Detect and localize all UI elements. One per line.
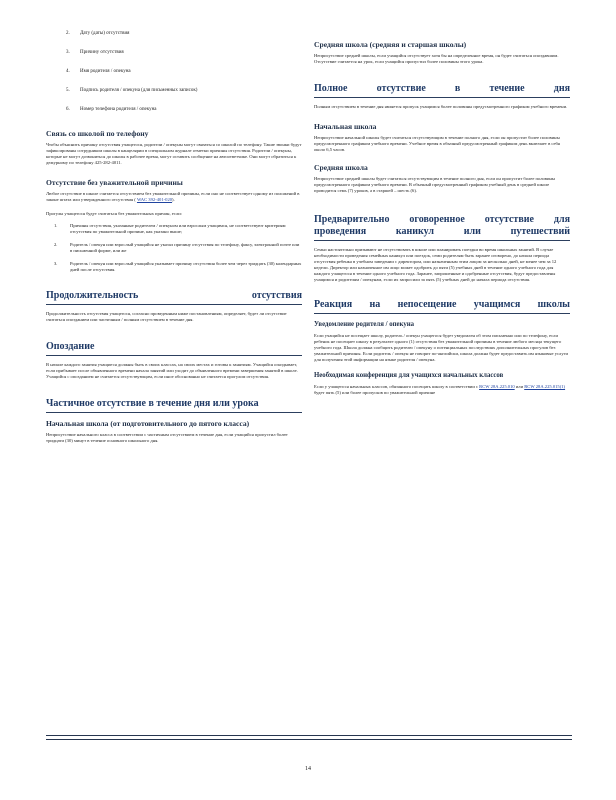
conference-heading: Необходимая конференция для учащихся начальных классов: [314, 372, 504, 379]
partial-sub-heading: Начальная школа (от подготовительного до пятого класса): [46, 419, 250, 428]
rcw-link-1[interactable]: RCW 28A.225.010: [479, 384, 515, 389]
middle-school-text: Неприсутствие средней школы, если учащийся отсутствует хотя бы на определенное время, он будет считаться опоздавшим. Отсутствие считается на урок, если учащийся пропустил более половины этого урока.: [314, 53, 559, 64]
secondary-text: Неприсутствие средней школы будет считаться отсутствующим в течение полного дня, если он пропустит более половины предусмотренного графиком учебного времени. В обычный предусмотренный графиком учебный день в средней школе проводится семь (7) уроков, а в старшей – шесть (6).: [314, 176, 555, 193]
partial-text: Неприсутствие начального класса в соответствии с частичным отсутствием в течение дня, если учащийся пропустил более тридцати (30) минут в течение основного школьного дня.: [46, 432, 288, 443]
partial-heading: Частичное отсутствие в течение дня или урока: [46, 398, 259, 409]
section-divider: [314, 97, 570, 98]
prearranged-heading: Предварительно оговоренное отсутствие для проведения каникул или путешествий: [314, 214, 570, 237]
prearranged-text: Семьи настоятельно призывают не отсутствовать в школе или планировать поездки во время школьных занятий. В случае необходимости проведения семейных каникул или поездок, семи родителям быть заранее оговорено, до начала периода отсутствия ребенка в учебном заведении с директором, или назначенным этим лицом за несколько дней, не менее чем за 12 недели. Директор или назначенное им лицо может одобрить до пяти (5) учебных дней в течение одного учебного года для каждого учащегося в течение одного учебного года. Заранее, запрошенные и одобренные отсутствия, будут предоставлены учащимся и родителям / опекунам, если их запросили за пять (5) учебных дней до начала периода отсутствия.: [314, 247, 557, 282]
unexcused-lead: Прогулы учащегося будут считаться без уважительных причин, если:: [46, 211, 182, 216]
parent-notification-text: Если учащийся не посещает школу, родитель / опекун учащегося будет уведомлен об этом письменно или по телефону, если ребенок не посещает школу в результате одного (1) отсутствия без уважительной причины в течение любого месяца текущего учебного года. Школа должна сообщить родителю / опекуну о потенциальных последствиях дополнительных прогулов без уважительной причины. Если родитель / опекун не говорит по-английски, школа должна будет предоставить им языковые услуги для получения этой информации на языке родителя / опекуна.: [314, 333, 568, 362]
list-item: 2. Родитель / опекун или взрослый учащийся не указал причину отсутствия по телефону, факсу, электронной почте или в письменной форме, или же: [54, 242, 300, 253]
phone-contact-heading: Связь со школой по телефону: [46, 129, 149, 138]
phone-contact-text: Чтобы объяснить причину отсутствия учащегося, родители / опекуны могут связаться со школой по телефону. Такие звонки будут зафиксированы сотрудником школы в канцелярии в специальном журнале отметки причины отсутствия. Родители / опекуны, которые не могут дозвониться до школы в рабочее время, могут оставить сообщение на автоответчике. Они могут обратиться к дежурному по телефону 425-282-4011.: [46, 142, 302, 165]
list-item: 3. Причину отсутствия: [66, 50, 124, 55]
list-item: 4. Имя родителя / опекуна: [66, 69, 131, 74]
response-heading: Реакция на непосещение учащимся школы: [314, 299, 570, 310]
secondary-heading: Средняя школа: [314, 163, 368, 172]
middle-school-heading: Средняя школа (средняя и старшая школы): [314, 40, 467, 49]
conference-text: Если у учащегося начальных классов, обязанного посещать школу в соответствии с RCW 28A.225.010 или RCW 28A.225.015(1) будет пять (5) или более пропусков по уважительной причине: [314, 384, 566, 395]
list-item: 3. Родитель / опекун или взрослый учащийся указывает причину отсутствия более чем через тридцать (30) календарных дней после отсутствия.: [54, 261, 302, 272]
right-column: [314, 40, 570, 396]
list-item: 2. Дату (даты) отсутствия: [66, 31, 130, 36]
page-number: 14: [305, 766, 311, 772]
full-day-heading: Полное отсутствие в течение дня: [314, 83, 570, 94]
tardy-text: В начале каждого занятия учащиеся должны быть в своих классах, на своих местах и готовы к занятиям. Учащийся опаздывает, если прибывает после объявленного времени начала занятий или уходит до объявленного времени завершения занятий в школе. Учащийся с опозданием не считается отсутствующим, если иное обоснованно не считается прогулом отсутствия.: [46, 362, 298, 379]
full-day-text: Полным отсутствием в течение дня является пропуск учащимся более половины предусмотренного графиком учебного времени.: [314, 104, 568, 109]
section-divider: [46, 412, 302, 413]
left-column: [46, 30, 302, 444]
unexcused-heading: Отсутствие без уважительной причины: [46, 178, 183, 187]
wac-link[interactable]: WAC 392-401-020: [136, 197, 173, 202]
unexcused-intro: Любое отсутствие в школе считается отсутствием без уважительной причины, если оно не соответствует одному из положений в законе штата или утвержденного отсутствия ( WAC 392-401-020).: [46, 191, 300, 202]
section-divider: [314, 313, 570, 314]
unexcused-list: [46, 223, 302, 273]
parent-notification-heading: Уведомление родителя / опекуна: [314, 321, 415, 328]
footer-rule: [46, 739, 572, 740]
elementary-heading: Начальная школа: [314, 122, 377, 131]
list-item: 5. Подпись родителя / опекуна (для письменных записок): [66, 88, 198, 93]
list-item: 6. Номер телефона родителя / опекуна: [66, 107, 157, 112]
section-divider: [314, 240, 570, 241]
list-item: 1. Причины отсутствия, указанные родителем / опекуном или взрослым учащимся, не соответствуют критериям отсутствия по уважительной причине, как указано выше;: [54, 223, 286, 234]
duration-heading: Продолжительность отсутствия: [46, 290, 302, 301]
rcw-link-2[interactable]: RCW 28A.225.015(1): [524, 384, 566, 389]
duration-text: Продолжительность отсутствия учащегося, согласно проведенным ниже постановлениям, определяет, будет ли отсутствие считаться опозданием или частичным / полным отсутствием в течение дня.: [46, 311, 287, 322]
section-divider: [46, 355, 302, 356]
contact-info-list: [46, 30, 302, 113]
tardy-heading: Опоздание: [46, 341, 95, 352]
footer-rule: [46, 735, 572, 736]
section-divider: [46, 304, 302, 305]
elementary-text: Неприсутствие начальной школы будет считаться отсутствующим в течение полного дня, если он пропустит более половины предусмотренного графиком учебного времени. Учебное время в обычный предусмотренный графиком день включает в себя около 6,5 часов.: [314, 135, 560, 152]
